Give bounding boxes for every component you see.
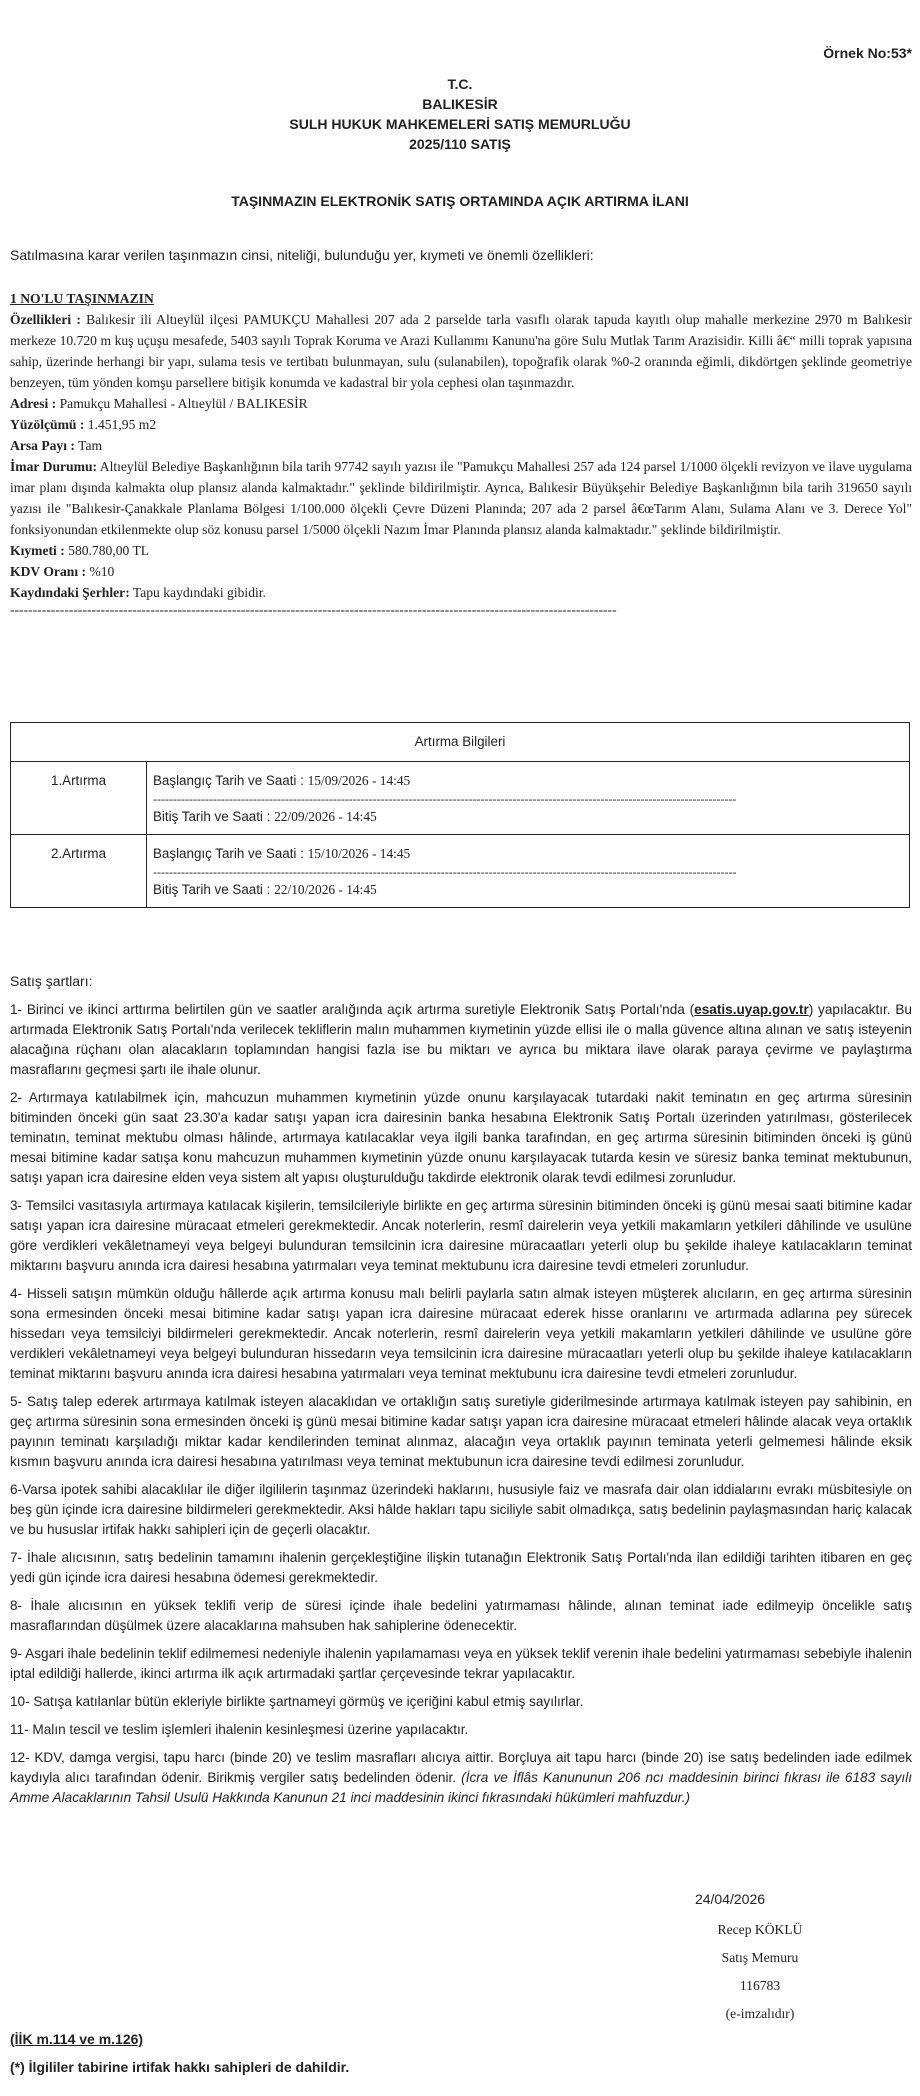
property-address: [10, 393, 912, 414]
section-divider: --------------------------------------------------------------------------------------------------------------------------------------: [10, 602, 617, 617]
property-zoning: [10, 456, 912, 540]
property-area: [10, 414, 912, 435]
table-row: [11, 835, 910, 908]
property-section: [10, 288, 912, 617]
row-divider: --------------------------------------------------------------------------------------------------------------------------------------------------: [153, 792, 737, 806]
conditions-heading: Satış şartları:: [10, 973, 93, 989]
area-value: 1.451,95 m2: [87, 417, 157, 432]
e-signature-note: (e-imzalıdır): [725, 2006, 795, 2021]
header-file-number: 2025/110 SATIŞ: [409, 136, 511, 152]
page-title: TAŞINMAZIN ELEKTRONİK SATIŞ ORTAMINDA AÇIK ARTIRMA İLANI: [231, 193, 689, 209]
start-date: [153, 843, 903, 865]
condition-6: 6-Varsa ipotek sahibi alacaklılar ile diğer ilgililerin taşınmaz üzerindeki haklarını, hususiyle faiz ve masrafa dair olan iddialarını evrakı müsbitesiyle on beş gün içinde icra dairesine bildirmeleri gerekmektedir. Aksi hâlde hakları tapu siciliyle sabit olmadıkça, satış bedelinin paylaşmasından hariç kalacak ve bu hususlar irtifak hakkı sahipleri için de geçerli olacaktır.: [10, 1482, 912, 1537]
header-city: BALIKESİR: [422, 96, 498, 112]
annotations-label: Kaydındaki Şerhler:: [10, 585, 130, 600]
signer-title: Satış Memuru: [721, 1950, 799, 1965]
header-tc: T.C.: [447, 76, 473, 92]
condition-1-text: 1- Birinci ve ikinci arttırma belirtilen gün ve saatler aralığında açık artırma suretiyle Elektronik Satış Portalı'nda (: [10, 1002, 695, 1017]
value-amount: 580.780,00 TL: [68, 543, 150, 558]
value-label: Kıymeti :: [10, 543, 65, 558]
address-label: Adresi :: [10, 396, 57, 411]
features-text: Balıkesir ili Altıeylül ilçesi PAMUKÇU Mahallesi 207 ada 2 parselde tarla vasıflı olarak tapuda kayıtlı olup mahalle merkezine 2970 m Balıkesir merkeze 10.720 m kuş uçuşu mesafede, 5403 sayılı Toprak Koruma ve Arazi Kullanımı Kanunu'na göre Sulu Mutlak Tarım Arazisidir. Killi â€“ milli toprak yapısına sahip, üzerinde herhangi bir yapı, sulama tesis ve tertibatı bulunmayan, sulu (sulanabilen), topoğrafik olarak %0-2 oranında eğimli, dikdörtgen şeklinde geometriye benzeyen, tüm yönden komşu parsellere bitişik konumda ve kadastral bir yola cephesi olan taşınmazdır.: [10, 312, 912, 390]
property-value: [10, 540, 912, 561]
law-reference: (İİK m.114 ve m.126): [10, 2031, 144, 2047]
table-row: [11, 762, 910, 835]
area-label: Yüzölçümü :: [10, 417, 85, 432]
condition-4: 4- Hisseli satışın mümkün olduğu hâllerde açık artırma konusu malı belirli paylarla satın almak isteyen müşterek alıcıların, en geç artırma süresinin sona ermesinden önceki mesai bitimine kadar satışı yapan icra dairesine müracaat ederek hisse oranlarını ve artırmada adlarına pey sürecek hissedarı veya temsilciyi bildirmeleri gerekmektedir. Ancak noterlerin, resmî dairelerin veya yetkili makamların yetkileri dâhilinde ve usulüne göre verdikleri vekâletnameyi veya belgeyi bulunduran hissedarın veya temsilcinin icra dairesine müracaatları yeterli olup bu şekilde ihaleye katılacakların teminat miktarını başvuru anında icra dairesi hesabına yatırmaları veya teminat mektubunu icra dairesine tevdi etmeleri zorunludur.: [10, 1286, 912, 1381]
signature-date: 24/04/2026: [694, 1891, 766, 1907]
share-value: Tam: [78, 438, 103, 453]
footnote: (*) İlgililer tabirine irtifak hakkı sahipleri de dahildir.: [10, 2059, 350, 2075]
property-share: [10, 435, 912, 456]
end-date: [153, 879, 903, 901]
condition-12-text: 12- KDV, damga vergisi, tapu harcı (binde 20) ve teslim masrafları alıcıya aittir. Borçluya ait tapu harcı (binde 20) ise satış bedelinden iade edilmek kaydıyla alıcı tarafından ödenir. Birikmiş vergiler satış bedelinden ödenir.: [10, 1750, 912, 1785]
auction-info-title: Artırma Bilgileri: [11, 723, 910, 762]
auction-info-table: [10, 722, 910, 908]
condition-1-text-end: ) yapılacaktır. Bu artırmada Elektronik Satış Portalı'nda verilecek tekliflerin malın muhammen kıymetinin yüzde ellisi ile o malla güvence altına alınan ve satış isteyenin alacağına rüçhanı olan alacakların toplamından hangisi fazla ise bu miktarı ve ayrıca bu miktara ilave olarak paraya çevirme ve paylaştırma masraflarını geçmesi şartı ile ihale olunur.: [10, 1002, 912, 1077]
condition-8: 8- İhale alıcısının en yüksek teklifi verip de süresi içinde ihale bedelini yatırmaması hâlinde, alınan teminat iade edilmeyip öncelikle satış masraflarından düşülmek üzere alacaklarına mahsuben hak sahiplerine ödenecektir.: [10, 1598, 912, 1633]
vat-label: KDV Oranı :: [10, 564, 87, 579]
annotations-value: Tapu kaydındaki gibidir.: [132, 585, 266, 600]
signer-name: Recep KÖKLÜ: [717, 1922, 803, 1937]
conditions-list: [10, 1000, 912, 1816]
intro-text: Satılmasına karar verilen taşınmazın cinsi, niteliği, bulunduğu yer, kıymeti ve önemli özellikleri:: [10, 247, 594, 263]
document-header: [0, 74, 920, 154]
condition-11: 11- Malın tescil ve teslim işlemleri ihalenin kesinleşmesi üzerine yapılacaktır.: [10, 1722, 469, 1737]
condition-5: 5- Satış talep ederek artırmaya katılmak isteyen alacaklıdan ve ortaklığın satış suretiyle giderilmesinde artırmaya katılmak isteyen pay sahibinin, en geç artırma süresinin sona ermesinden önceki iş günü mesai bitimine kadar satışı yapan icra dairesine müracaat etmeleri hâlinde alacak veya ortaklık payının teminatı karşıladığı miktar kadar kendilerinden teminat alınmaz, alacağın veya ortaklık payının teminata yeterli gelmemesi hâlinde eksik kısmın başvuru anında icra dairesi hesabına yatırılması veya teminat mektubunun icra dairesine tevdi edilmesi zorunludur.: [10, 1394, 912, 1469]
auction-round-label: 2.Artırma: [11, 835, 147, 908]
end-value: 22/09/2026 - 14:45: [274, 809, 377, 824]
property-annotations: [10, 582, 912, 603]
end-value: 22/10/2026 - 14:45: [274, 882, 377, 897]
zoning-text: Altıeylül Belediye Başkanlığının bila tarih 97742 sayılı yazısı ile "Pamukçu Mahallesi 257 ada 124 parsel 1/1000 ölçekli revizyon ve ilave uygulama imar planı dışında kalmakta olup plansız alanda kalmaktadır." şeklinde bildirilmiştir. Ayrıca, Balıkesir Büyükşehir Belediye Başkanlığının bila tarih 319650 sayılı yazısı ile "Balıkesir-Çanakkale Planlama Bölgesi 1/100.000 ölçekli Çevre Düzeni Planında; 207 ada 2 parsel â€œTarım Alanı, Sulama Alanı ve 3. Derece Yol" fonksiyonundan etkilenmekte olup söz konusu parsel 1/5000 ölçekli Nazım İmar Planında plansız alanda kalmaktadır." şeklinde bildirilmiştir.: [10, 459, 912, 537]
zoning-label: İmar Durumu:: [10, 459, 98, 474]
auction-round-dates: [147, 762, 910, 835]
condition-2: 2- Artırmaya katılabilmek için, mahcuzun muhammen kıymetinin yüzde onunu karşılayacak tutardaki nakit teminatın en geç artırma süresinin bitiminden önceki gün saat 23.30'a kadar satışı yapan icra dairesinin banka hesabına Elektronik Satış Portalı üzerinden yatırılması, gösterilecek teminatın, teminat mektubu olması hâlinde, artırmaya katılacaklar veya ilgili banka tarafından, en geç artırma süresinin bitiminden önceki iş günü mesai bitimine kadar satışa konu mahcuzun muhammen kıymetinin yüzde onunu karşılayacak tutarda kesin ve süresiz banka teminat mektubunun, satışı yapan icra dairesine elden veya sistem alt yapısı oluşturulduğu takdirde elektronik olarak tevdi edilmesi zorunludur.: [10, 1090, 912, 1185]
auction-round-dates: [147, 835, 910, 908]
start-value: 15/10/2026 - 14:45: [307, 846, 411, 861]
condition-1: [10, 1000, 912, 1080]
signer-number: 116783: [739, 1978, 781, 1993]
property-heading: 1 NO'LU TAŞINMAZIN: [10, 291, 154, 306]
condition-7: 7- İhale alıcısının, satış bedelinin tamamını ihalenin gerçekleştiğine ilişkin tutanağın Elektronik Satış Portalı'nda ilan edildiği tarihten itibaren en geç yedi gün içinde icra dairesi hesabına ödemesi gerekmektedir.: [10, 1550, 912, 1585]
auction-round-label: 1.Artırma: [11, 762, 147, 835]
header-office: SULH HUKUK MAHKEMELERİ SATIŞ MEMURLUĞU: [289, 116, 631, 132]
end-label: Bitiş Tarih ve Saati :: [153, 809, 271, 824]
condition-3: 3- Temsilci vasıtasıyla artırmaya katılacak kişilerin, temsilcileriyle birlikte en geç artırma süresinin bitiminden önceki iş günü mesai saati bitimine kadar satışı yapan icra dairesine müracaat etmeleri gerekmektedir. Ancak noterlerin, resmî dairelerin veya yetkili makamların yetkileri dâhilinde ve usulüne göre verdikleri vekâletnameyi veya belgeyi bulunduran temsilcinin icra dairesine müracaatları yeterli olup bu şekilde ihaleye katılacakların teminat miktarını başvuru anında icra dairesi hesabına yatırmaları veya teminat mektubunu icra dairesine tevdi etmeleri zorunludur.: [10, 1198, 912, 1273]
end-label: Bitiş Tarih ve Saati :: [153, 882, 271, 897]
start-value: 15/09/2026 - 14:45: [307, 773, 411, 788]
property-features: [10, 309, 912, 393]
condition-12-note: (İcra ve İflâs Kanununun 206 ncı maddesinin birinci fıkrası ile 6183 sayılı Amme Alacaklarının Tahsil Usulü Hakkında Kanunun 21 inci maddesinin ikinci fıkrasındaki hükümleri mahfuzdur.): [10, 1770, 913, 1805]
row-divider: --------------------------------------------------------------------------------------------------------------------------------------------------: [153, 865, 737, 879]
end-date: [153, 806, 903, 828]
example-number: Örnek No:53*: [823, 45, 912, 61]
address-value: Pamukçu Mahallesi - Altıeylül / BALIKESİR: [59, 396, 308, 411]
features-label: Özellikleri :: [10, 312, 81, 327]
start-label: Başlangıç Tarih ve Saati :: [153, 846, 304, 861]
property-vat: [10, 561, 912, 582]
condition-9: 9- Asgari ihale bedelinin teklif edilmemesi nedeniyle ihalenin yapılamaması veya en yüksek teklif verenin ihale bedelini yatırmaması sebebiyle ihalenin iptal edildiği hallerde, ikinci artırma ilk açık artırmadaki şartlar çerçevesinde tekrar yapılacaktır.: [10, 1646, 912, 1681]
condition-10: 10- Satışa katılanlar bütün ekleriyle birlikte şartnameyi görmüş ve içeriğini kabul etmiş sayılırlar.: [10, 1694, 584, 1709]
esatis-link[interactable]: esatis.uyap.gov.tr: [694, 1002, 809, 1017]
share-label: Arsa Payı :: [10, 438, 75, 453]
condition-12: [10, 1748, 912, 1808]
vat-value: %10: [89, 564, 115, 579]
start-label: Başlangıç Tarih ve Saati :: [153, 773, 304, 788]
start-date: [153, 770, 903, 792]
